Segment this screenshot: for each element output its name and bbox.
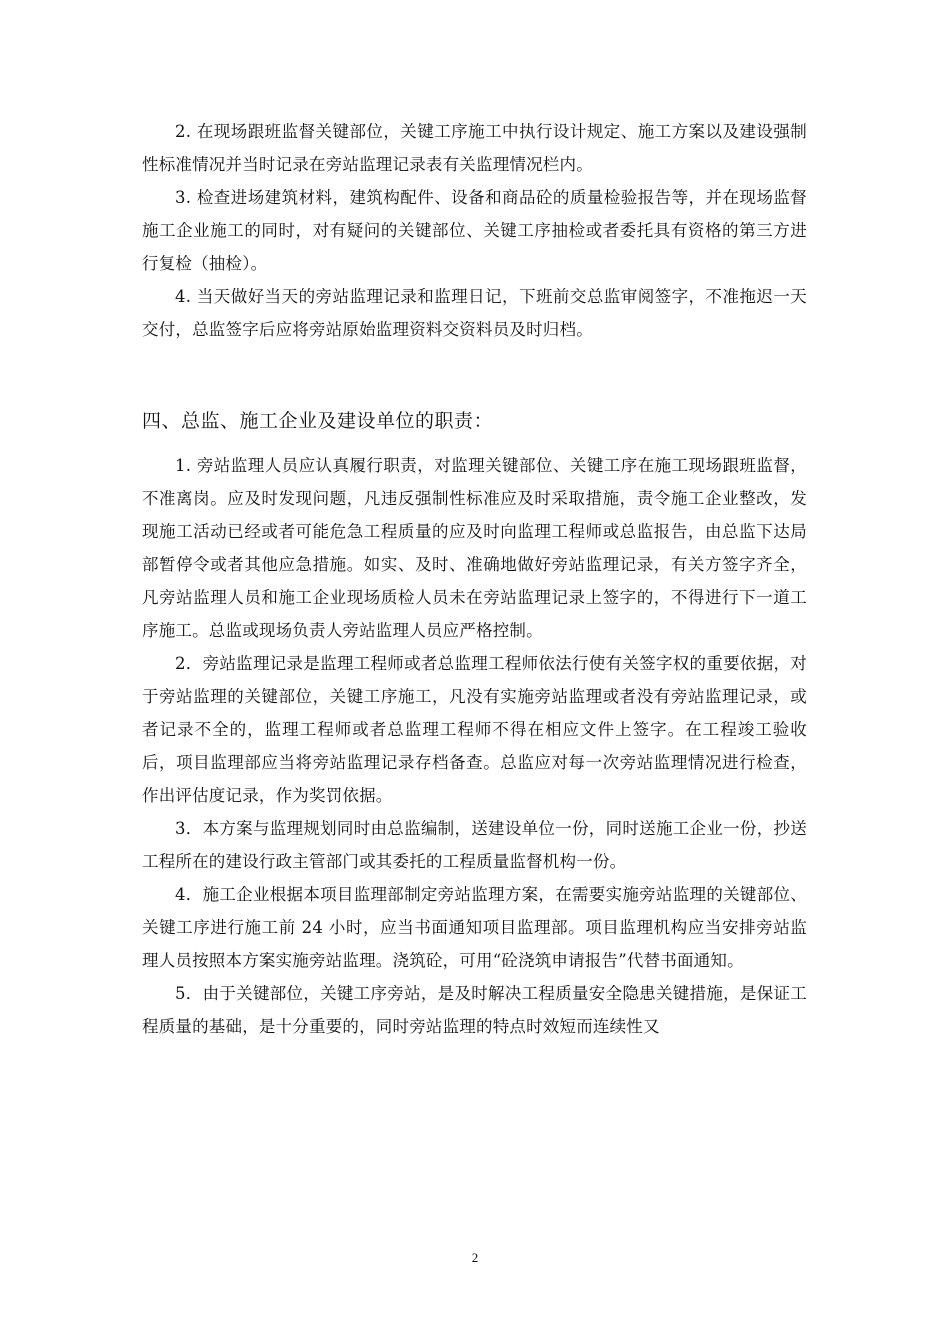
intro-item-4: 4. 当天做好当天的旁站监理记录和监理日记，下班前交总监审阅签字，不准拖迟一天交付，总监签字后应将旁站原始监理资料交资料员及时归档。 xyxy=(142,287,807,339)
section-item-2: 2．旁站监理记录是监理工程师或者总监理工程师依法行使有关签字权的重要依据，对于旁站监理的关键部位，关键工序施工，凡没有实施旁站监理或者没有旁站监理记录，或者记录不全的，监理工程师或者总监理工程师不得在相应文件上签字。在工程竣工验收后，项目监理部应当将旁站监理记录存档备查。总监应对每一次旁站监理情况进行检查，作出评估度记录，作为奖罚依据。 xyxy=(142,654,807,805)
section-heading: 四、总监、施工企业及建设单位的职责： xyxy=(142,410,494,432)
page-number: 2 xyxy=(471,1250,479,1265)
section-item-3: 3．本方案与监理规划同时由总监编制，送建设单位一份，同时送施工企业一份，抄送工程所在的建设行政主管部门或其委托的工程质量监督机构一份。 xyxy=(142,819,807,871)
section-item-5: 5．由于关键部位，关键工序旁站，是及时解决工程质量安全隐患关键措施，是保证工程质量的基础，是十分重要的，同时旁站监理的特点时效短而连续性又 xyxy=(142,984,807,1036)
intro-item-3: 3. 检查进场建筑材料，建筑构配件、设备和商品砼的质量检验报告等，并在现场监督施工企业施工的同时，对有疑问的关键部位、关键工序抽检或者委托具有资格的第三方进行复检（抽检）。 xyxy=(142,188,807,273)
page-body xyxy=(142,115,807,1043)
intro-item-2: 2. 在现场跟班监督关键部位，关键工序施工中执行设计规定、施工方案以及建设强制性标准情况并当时记录在旁站监理记录表有关监理情况栏内。 xyxy=(142,122,807,174)
section-item-4: 4．施工企业根据本项目监理部制定旁站监理方案，在需要实施旁站监理的关键部位、关键工序进行施工前 24 小时，应当书面通知项目监理部。项目监理机构应当安排旁站监理人员按照本方案实施旁站监理。浇筑砼，可用“砼浇筑申请报告”代替书面通知。 xyxy=(142,885,807,970)
section-item-1: 1. 旁站监理人员应认真履行职责，对监理关键部位、关键工序在施工现场跟班监督，不准离岗。应及时发现问题，凡违反强制性标准应及时采取措施，责令施工企业整改，发现施工活动已经或者可能危急工程质量的应及时向监理工程师或总监报告，由总监下达局部暂停令或者其他应急措施。如实、及时、准确地做好旁站监理记录，有关方签字齐全，凡旁站监理人员和施工企业现场质检人员未在旁站监理记录上签字的，不得进行下一道工序施工。总监或现场负责人旁站监理人员应严格控制。 xyxy=(142,456,807,640)
